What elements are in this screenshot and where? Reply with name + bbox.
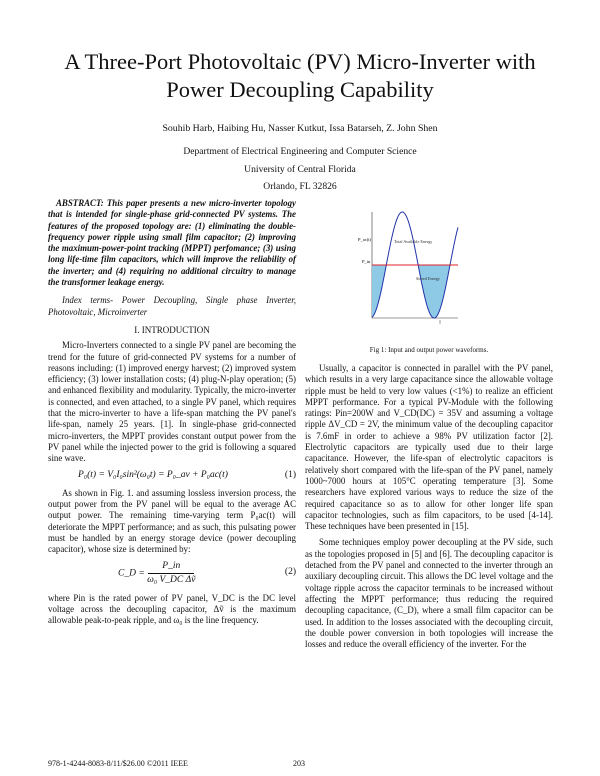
equation-1 <box>48 470 296 481</box>
section-heading-introduction: I. INTRODUCTION <box>134 324 210 335</box>
paper-title: A Three-Port Photovoltaic (PV) Micro-Inverter with Power Decoupling Capability <box>64 49 536 102</box>
equation-2 <box>48 561 296 586</box>
equation-2-denominator: ω₀ V_DC Δṽ <box>147 574 196 585</box>
left-column <box>48 198 296 632</box>
intro-paragraph-1: Micro-Inverters connected to a single PV panel are becoming the trend for the future of grid-connected PV systems for a number of reasons including: (1) improved energy harvest; (2) improved system efficiency; (3) lower installation costs; (4) plug-N-play operation; (5) and enhanced flexibility and modularity. Typically, the micro-inverter is connected, and even attached, to a single PV panel, which requires that the micro-inverter to have a life-span matching the PV panel's life-span, namely 25 years. [1]. In single-phase grid-connected micro-inverters, the MPPT provides constant output power from the PV panel while the injected power to the grid is following a squared sine wave. <box>48 340 296 464</box>
stored-energy-region <box>372 265 450 318</box>
figure-label-pin: P_in <box>362 259 371 264</box>
equation-2-lhs: C_D = <box>118 568 145 579</box>
figure-label-available-energy: Total Available Energy <box>394 239 433 244</box>
equation-2-numerator: P_in <box>162 560 181 571</box>
figure-label-pac: P_ac(t) <box>358 237 371 242</box>
figure-caption: Fig 1: Input and output power waveforms. <box>369 346 489 354</box>
author-list: Souhib Harb, Haibing Hu, Nasser Kutkut, Issa Batarseh, Z. John Shen <box>162 123 438 134</box>
figure-label-stored-energy: Stored Energy <box>416 276 440 281</box>
page-number: 203 <box>293 759 305 768</box>
abstract: ABSTRACT: This paper presents a new micro-inverter topology that is intended for single-phase grid-connected PV systems. The features of the proposed topology are: (1) eliminating the double-frequency power ripple using small film capacitor; (2) improving the maximum-power-point tracking (MPPT) perfomance; (3) using long life-time film capacitors, which will improve the reliability of the inverter; and (4) requiring no additional circuitry to manage the transformer leakage energy. <box>48 198 296 288</box>
equation-1-body: P₀(t) = V₀I₀sin²(ω₀t) = P₀_av + P₀ac(t) <box>78 469 228 480</box>
figure-power-waveforms <box>358 208 460 336</box>
affiliation-city: Orlando, FL 32826 <box>263 181 337 192</box>
intro-paragraph-3: where Pin is the rated power of PV panel, V_DC is the DC level voltage across the decoupling capacitor, Δṽ is the maximum allowable peak-to-peak ripple, and ω₀ is the line frequency. <box>48 592 296 626</box>
affiliation-department: Department of Electrical Engineering and Computer Science <box>183 146 417 157</box>
right-paragraph-1: Usually, a capacitor is connected in parallel with the PV panel, which results in a very large capacitance since the allowable voltage ripple must be held to very low values (<1%) to realize an efficient MPPT performance. For a typical PV-Module with the following ratings: Pin=200W and V_CD(DC) = 35V and assuming a voltage ripple ΔV_CD = 2V, the minimum value of the decoupling capacitor is 7.6mF in order to achieve a 98% PV utilization factor [2]. Electrolytic capacitors are typically used due to their large capacitance. However, the life-span of electrolytic capacitors is relatively short compared with the life-span of the PV panel, namely 1000~7000 hours at 105°C operating temperature [3]. Some researchers have explored various ways to reduce the size of the required capacitance so as to allow for other longer life span capacitor technologies, such as film capacitors, to be used [4-14]. These techniques have been presented in [15]. <box>305 363 553 532</box>
equation-1-number: (1) <box>284 469 296 480</box>
right-paragraph-2: Some techniques employ power decoupling at the PV side, such as the topologies proposed in [5] and [6]. The decoupling capacitor is detached from the PV panel and connected to the inverter through an auxiliary decoupling circuit. This allows the DC level voltage and the voltage ripple across the capacitor terminals to be increased without affecting the MPPT performance; thus reducing the required decoupling capacitance, (C_D), where a small film capacitor can be used. In addition to the losses associated with the decoupling circuit, the double power conversion in both topologies will increase the losses and reduce the overall efficiency of the inverter. For the <box>305 537 553 650</box>
index-terms: Index terms- Power Decoupling, Single phase Inverter, Photovoltaic, Microinverter <box>48 295 296 317</box>
intro-paragraph-2: As shown in Fig. 1. and assuming lossless inversion process, the output power from the PV panel will be equal to the average AC output power. The remaining time-varying term P₀ac(t) will deteriorate the MPPT performance; and as such, this pulsating power must be handled by an energy storage device (power decoupling capacitor), whose size is determined by: <box>48 487 296 555</box>
fraction-bar <box>148 573 194 574</box>
equation-2-fraction <box>147 561 195 586</box>
right-column <box>305 363 553 655</box>
affiliation-university: University of Central Florida <box>244 164 356 175</box>
footer-copyright: 978-1-4244-8083-8/11/$26.00 ©2011 IEEE <box>48 759 188 768</box>
equation-2-body <box>48 561 195 586</box>
equation-2-number: (2) <box>284 567 296 578</box>
